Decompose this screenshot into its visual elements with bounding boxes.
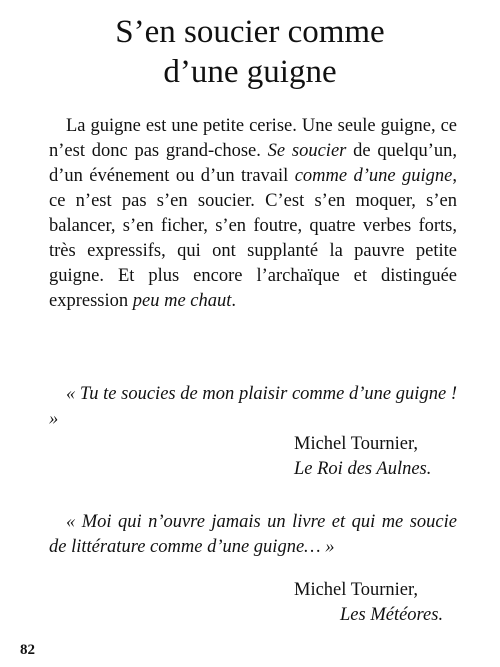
paragraph-emphasis-2: comme d’une guigne	[294, 166, 453, 186]
paragraph-text-3: , ce n’est pas s’en soucier. C’est s’en moquer, s’en balancer, s’en ficher, s’en foutre, quatre verbes forts, très expressifs, qui ont supplanté la pauvre petite guigne. Et plus encore l’archaïque et distinguée expression	[49, 166, 457, 311]
page-title	[0, 12, 500, 92]
title-line-2: d’une guigne	[163, 54, 337, 90]
quote-2: « Moi qui n’ouvre jamais un livre et qui me soucie de littérature comme d’une guigne… »	[49, 512, 457, 557]
quote-2-attribution	[294, 578, 443, 628]
title-line-1: S’en soucier comme	[115, 14, 385, 50]
quote-1-work: Le Roi des Aulnes.	[294, 459, 432, 479]
paragraph-emphasis-1: Se soucier	[267, 141, 347, 161]
page-number: 82	[20, 642, 35, 658]
quote-1-author: Michel Tournier,	[294, 434, 419, 454]
paragraph-emphasis-3: peu me chaut	[132, 291, 232, 311]
quote-1: « Tu te soucies de mon plaisir comme d’une guigne ! »	[49, 384, 457, 429]
paragraph-text-2: de quelqu’un, d’un événement ou d’un travail	[49, 141, 457, 186]
paragraph-text-4: .	[231, 291, 237, 311]
quote-2-work: Les Météores.	[340, 605, 444, 625]
paragraph-text-1: La guigne est une petite cerise. Une seule guigne, ce n’est donc pas grand-chose.	[49, 116, 457, 161]
quote-2-author: Michel Tournier,	[294, 580, 419, 600]
body-paragraph	[49, 114, 457, 314]
quote-1-attribution	[294, 432, 431, 482]
